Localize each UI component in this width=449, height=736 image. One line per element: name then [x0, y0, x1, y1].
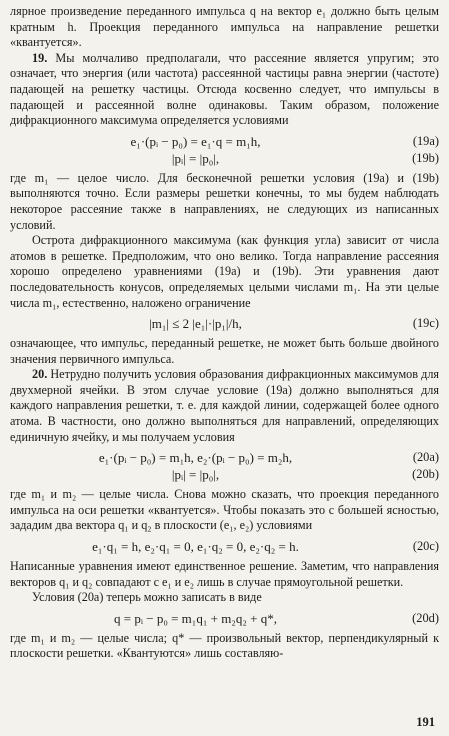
equation-20a [10, 449, 439, 466]
section-20-text: Нетрудно получить условия образования дифракционных максимумов для двухмерной ячейки. В этом случае условие (19a) должно выполняться для каждого направления решетки, т. е. для каждой линии, содержащей более одного атома. В частности, оно должно выполняться для направлений, определяющих единичную ячейку, и мы получаем условия [10, 367, 440, 444]
section-19-text: Мы молчаливо предполагали, что рассеяние является упругим; это означает, что энергия (или частота) рассеянной частицы равна энергии (частоте) падающей на решетку частицы. Отсюда косвенно следует, что импульсы в падающей и рассеянной волне одинаковы. Таким образом, положение дифракционного максимума определяется условиями [10, 50, 440, 128]
paragraph-rewrite: Условия (20a) теперь можно записать в виде [32, 590, 262, 605]
equation-formula: e₁·(pᵢ − p₀) = e₁·q = m₁h, [130, 133, 261, 149]
paragraph-after-19c: означающее, что импульс, переданный решетке, не может быть больше двойного значения первичного импульса. [10, 336, 439, 366]
equation-20c [10, 538, 439, 555]
equation-20d [10, 610, 439, 627]
paragraph-after-20b: где m₁ и m₂ — целые числа. Снова можно сказать, что проекция переданного импульса на оси решетки «квантуется». Чтобы показать это с большей ясностью, зададим два вектора q₁ и q₂ в плоскости (e₁, e₂) условиями [10, 487, 439, 533]
section-20-paragraph [10, 367, 439, 445]
equation-20b [10, 466, 439, 483]
equation-formula: q = pᵢ − p₀ = m₁q₁ + m₂q₂ + q*, [114, 610, 277, 626]
equation-19b [10, 150, 439, 167]
equation-number: (19a) [412, 133, 439, 148]
equation-formula: e₁·(pᵢ − p₀) = m₁h, e₂·(pᵢ − p₀) = m₂h, [98, 450, 293, 466]
equation-number: (19c) [412, 316, 439, 331]
page-number: 191 [416, 715, 435, 729]
equation-number: (19b) [412, 150, 439, 165]
equation-number: (20d) [412, 610, 439, 625]
paragraph-after-19b: где m₁ — целое число. Для бесконечной решетки условия (19a) и (19b) выполняются точно. Если размеры решетки конечны, то мы будем наблюдать некоторое рассеяние также в направлениях, не следующих из написанных условий. [10, 170, 439, 232]
paragraph-after-20c: Написанные уравнения имеют единственное решение. Заметим, что направления векторов q₁ и q₂ совпадают с e₁ и e₂ лишь в случае прямоугольной решетки. [10, 559, 439, 589]
equation-formula: |pᵢ| = |p₀|, [171, 467, 220, 483]
section-19-paragraph [10, 51, 439, 129]
equation-number: (20b) [412, 467, 439, 482]
equation-19c [10, 315, 439, 332]
equation-formula: e₁·q₁ = h, e₂·q₁ = 0, e₁·q₂ = 0, e₂·q₂ = h. [92, 539, 299, 555]
paragraph-continuation: лярное произведение переданного импульса q на вектор e₁ должно быть целым кратным h. Проекция переданного импульса на направление решетки «квантуется». [10, 4, 439, 50]
paragraph-sharpness: Острота дифракционного максимума (как функция угла) зависит от числа атомов в решетке. Предположим, что оно велико. Тогда направление рассеяния хорошо определено уравнениями (19a) и (19b). Эти уравнения дают последовательность конусов, определяемых целыми числами m₁. На эти целые числа m₁, естественно, наложено ограничение [10, 233, 439, 310]
section-number: 19. [32, 50, 48, 65]
equation-19a [10, 133, 439, 150]
equation-number: (20c) [412, 539, 439, 554]
equation-formula: |m₁| ≤ 2 |e₁|·|p₁|/h, [149, 316, 242, 332]
paragraph-after-20d: где m₁ и m₂ — целые числа; q* — произвольный вектор, перпендикулярный к плоскости решетки. «Квантуются» лишь составляю- [10, 630, 439, 661]
section-number: 20. [32, 367, 48, 382]
equation-formula: |pᵢ| = |p₀|, [171, 150, 220, 166]
equation-number: (20a) [412, 450, 439, 465]
